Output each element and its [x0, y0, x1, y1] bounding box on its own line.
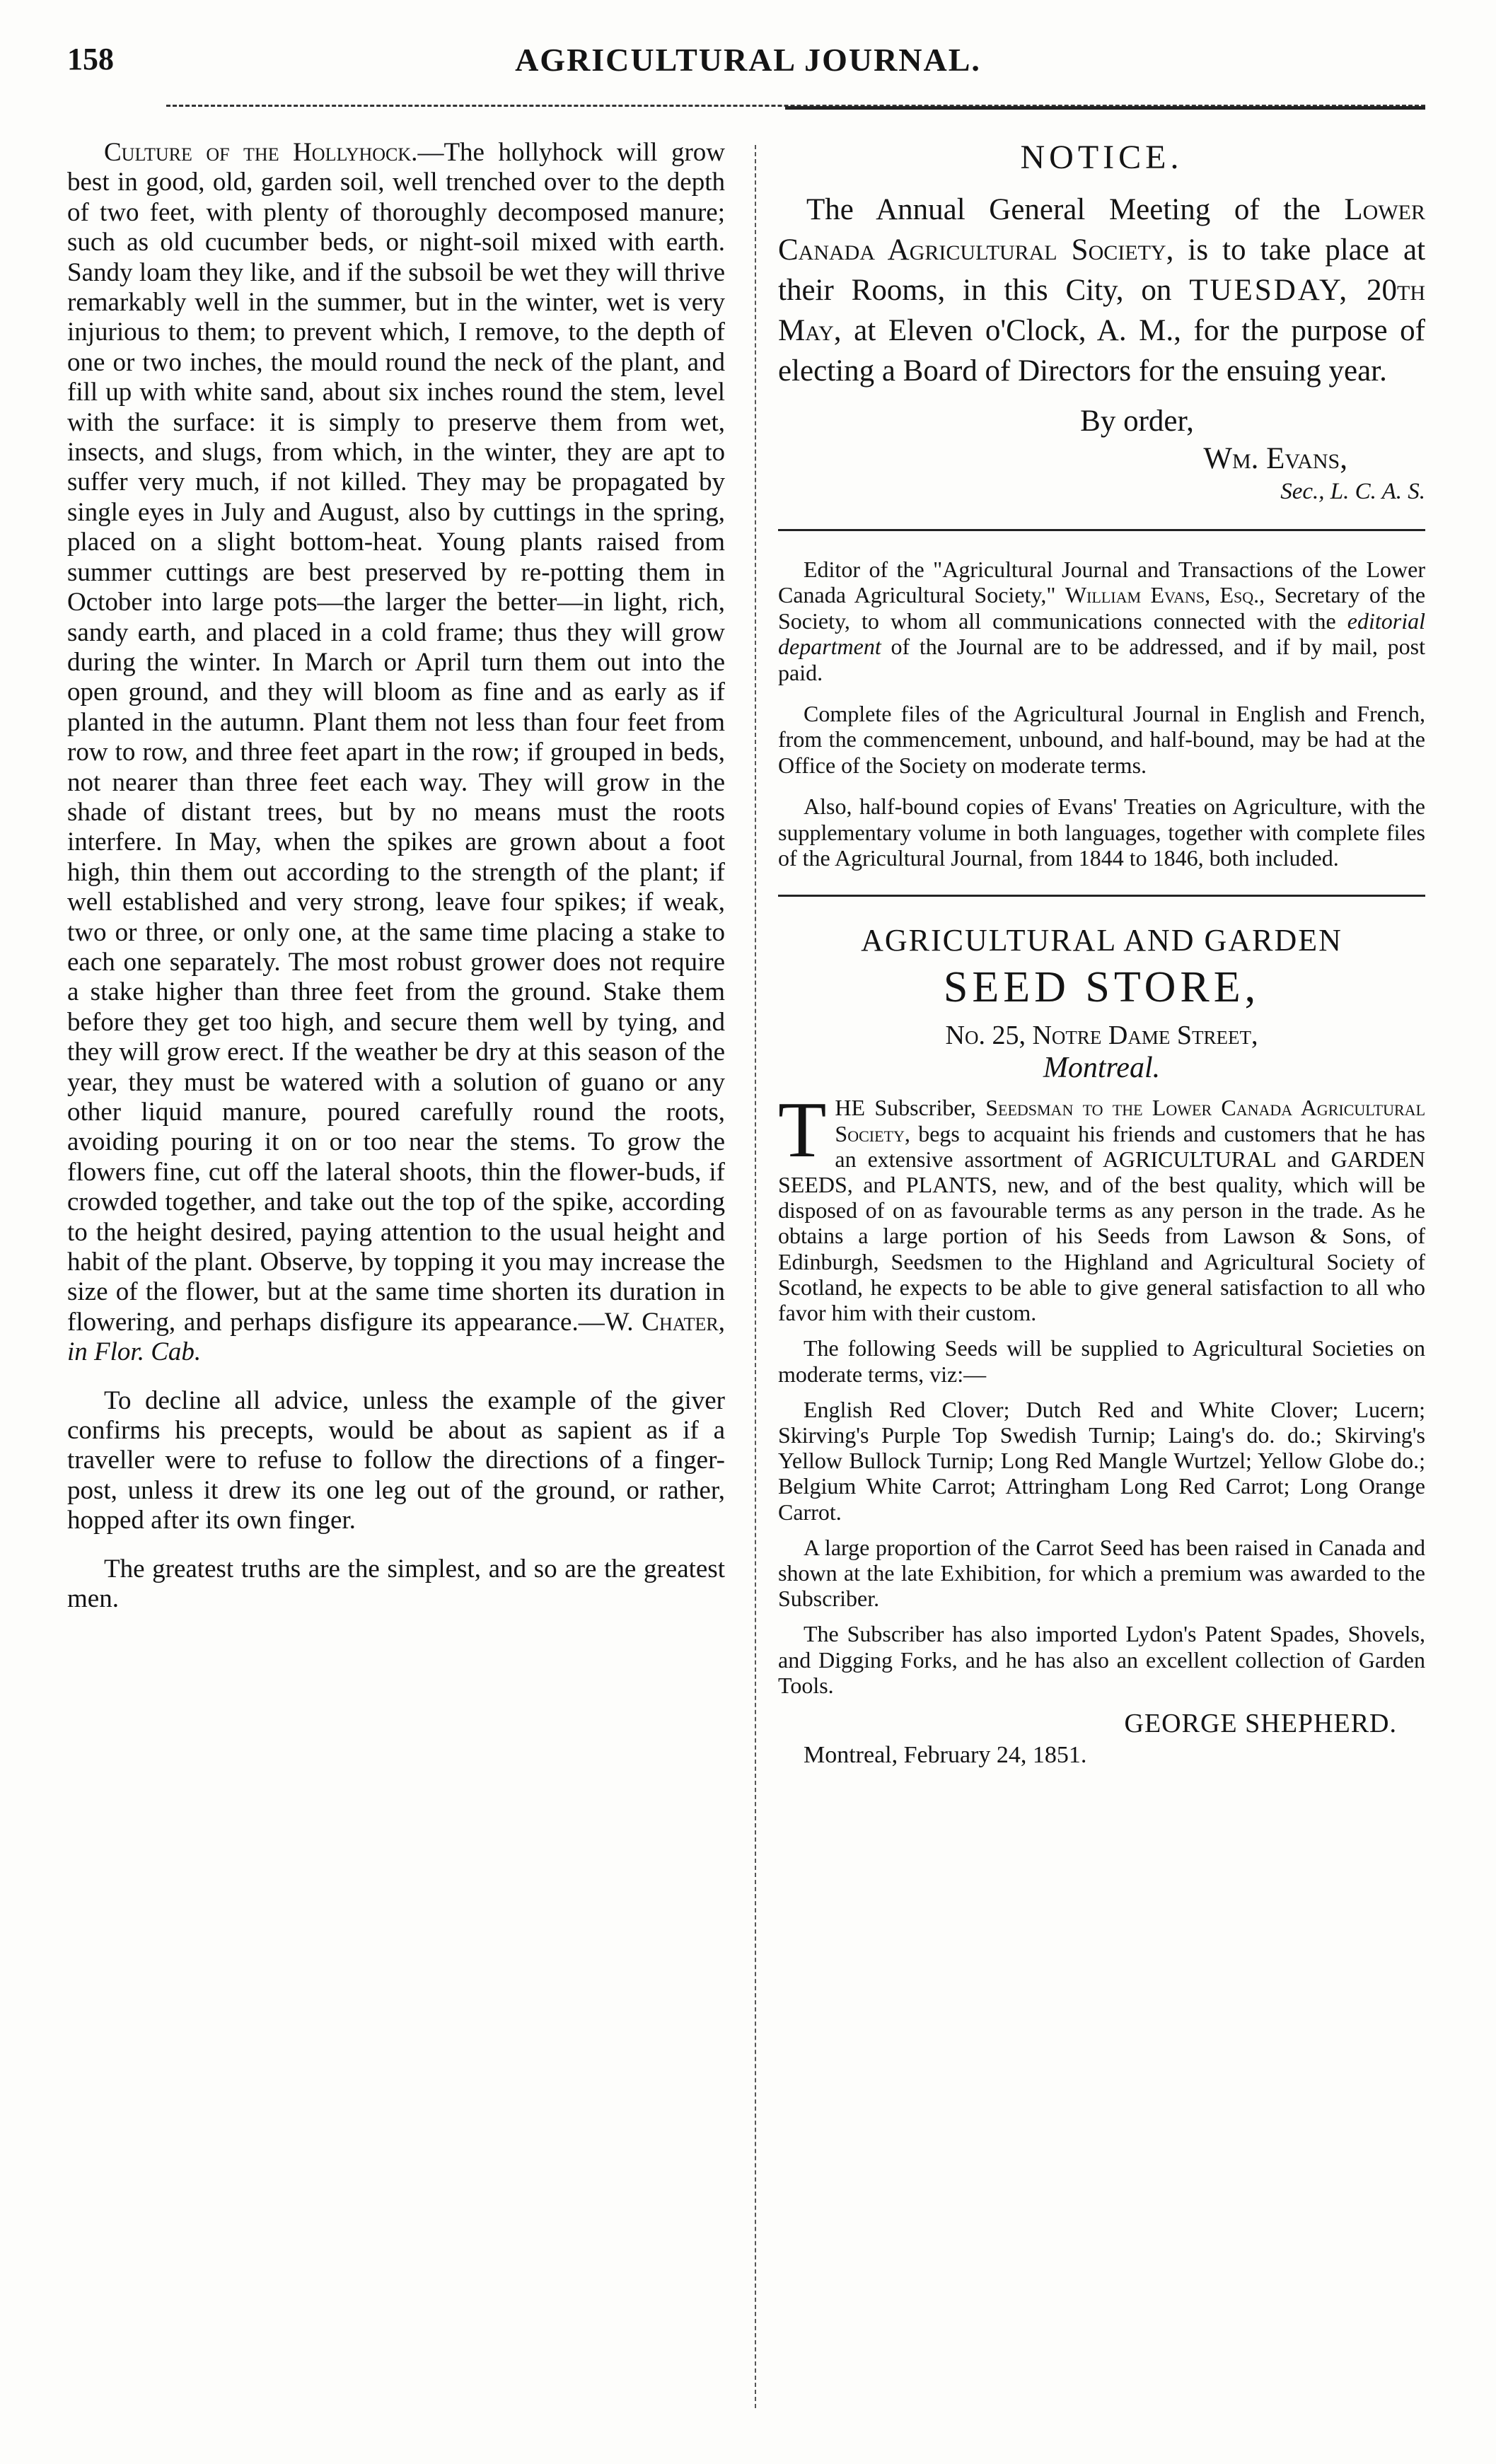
notice-title: NOTICE. [1020, 139, 1183, 176]
section-rule [778, 895, 1425, 897]
running-title: AGRICULTURAL JOURNAL. [515, 42, 981, 78]
seed-store-ad [778, 922, 1425, 1768]
notice-date: 20th May, [778, 274, 1425, 347]
editor-notes [778, 557, 1425, 871]
store-intro-1: HE Subscriber, [835, 1095, 986, 1121]
hollyhock-text: —The hollyhock will grow best in good, old, garden soil, well trenched over to the depth of two feet, with plenty of thoroughly decomposed manure; such as old cucumber beds, or night-soil mixed with earth. Sandy loam they like, and if the subsoil be wet they will thrive remarkably well in the summer, but in the winter, wet is very injurious to them; to prevent which, I remove, to the depth of one or two inches, the mould round the neck of the plant, and fill up with white sand, about six inches round the stem, level with the surface: it is simply to preserve them from wet, insects, and slugs, from which, in the winter, they are apt to suffer very much, if not killed. They may be propagated by single eyes in July and August, also by cuttings in the spring, placed on a slight bottom-heat. Young plants raised from summer cuttings are best preserved by re-potting them in October into large pots—the larger the better—in light, rich, sandy earth, and placed in a cold frame; thus they will grow during the winter. In March or April turn them out into the open ground, and they will bloom as fine and as early as if planted in the autumn. Plant them not less than four feet from row to row, and three feet apart in the row; if grouped in beds, not nearer than three feet each way. They will grow in the shade of distant trees, but by no means must the roots interfere. In May, when the spikes are grown about a foot high, thin them out according to the strength of the plant; if well established and very strong, leave four spikes; if weak, two or three, or only one, at the same time placing a stake to each one separately. The most robust grower does not require a stake higher than three feet from the ground. Stake them before they get too high, and secure them well by tying, and they will grow erect. If the weather be dry at this season of the year, they must be watered with a solution of guano or any other liquid manure, poured carefully round the roots, avoiding pouring it on or too near the stems. To grow the flowers fine, cut off the lateral shoots, thin the flower-buds, if crowded together, and take out the top of the spike, according to the height desired, paying attention to the usual height and habit of the plant. Observe, by topping it you may increase the size of the flower, but at the same time shorten its duration in flowering, and perhaps disfigure its appearance.— [67, 138, 726, 1337]
treaties-paragraph: Also, half-bound copies of Evans' Treaties on Agriculture, with the supplementary volume in both languages, together with complete files of the Agricultural Journal, from 1844 to 1846, both included. [778, 794, 1425, 871]
notice-body-1: The Annual General Meeting of the [806, 193, 1345, 226]
notice-body-3: at Eleven o'Clock, A. M., for the purpose of electing a Board of Directors for the ensuing year. [778, 314, 1425, 388]
notice-signatory-title: Sec., L. C. A. S. [1280, 479, 1425, 504]
seeds-intro: The following Seeds will be supplied to Agricultural Societies on moderate terms, viz:— [778, 1335, 1425, 1387]
editor-text-3: of the Journal are to be addressed, and if by mail, post paid. [778, 634, 1425, 685]
truths-paragraph: The greatest truths are the simplest, and so are the greatest men. [67, 1554, 725, 1614]
notice-by-order: By order, [1080, 405, 1194, 438]
store-intro [778, 1086, 1426, 1326]
hollyhock-author: W. Chater, [604, 1307, 726, 1337]
notice-body-2: is to take place at their Rooms, in this City, on [778, 233, 1426, 307]
store-intro-2: begs to acquaint his friends and customers that he has an extensive assortment of AGRICULTURAL and GARDEN SEEDS, and PLANTS, new, and of the best quality, which will be disposed of on as favourable terms as any person in the trade. As he obtains a large portion of his Seeds from Lawson & Sons, of Edinburgh, Seedsmen to the Highland and Agricultural Society of Scotland, he expects to be able to give general satisfaction to all who favor him with their custom. [778, 1120, 1425, 1326]
editor-italic: editorial department [778, 608, 1425, 660]
store-signature: GEORGE SHEPHERD. [1124, 1708, 1397, 1738]
files-paragraph: Complete files of the Agricultural Journal in English and French, from the commencement, unbound, and half-bound, may be had at the Office of the Society on moderate terms. [778, 701, 1425, 778]
tools-paragraph: The Subscriber has also imported Lydon's Patent Spades, Shovels, and Digging Forks, and he has also an excellent collection of Garden Tools. [778, 1621, 1425, 1698]
column-divider [755, 145, 756, 2408]
notice-signatory: Wm. Evans, [1203, 442, 1347, 475]
header-rule-thick [785, 106, 1425, 110]
store-heading-1: AGRICULTURAL AND GARDEN [861, 923, 1343, 958]
store-heading-2: SEED STORE, [943, 963, 1260, 1012]
store-city: Montreal. [1043, 1052, 1161, 1085]
advice-paragraph: To decline all advice, unless the example of the giver confirms his precepts, would be about as sapient as if a traveller were to refuse to follow the directions of a finger-post, unless it drew its one leg out of the ground, or rather, hopped after its own finger. [67, 1385, 725, 1535]
section-rule [778, 529, 1425, 531]
carrot-paragraph: A large proportion of the Carrot Seed has been raised in Canada and shown at the late Exhibition, for which a premium was awarded to the Subscriber. [778, 1534, 1425, 1612]
page-number: 158 [67, 42, 114, 76]
seeds-list: English Red Clover; Dutch Red and White Clover; Lucern; Skirving's Purple Top Swedish Turnip; Laing's do. do.; Skirving's Yellow Bullock Turnip; Long Red Mangle Wurtzel; Yellow Globe do.; Belgium White Carrot; Attringham Long Red Carrot; Long Orange Carrot. [778, 1396, 1425, 1525]
store-dateline: Montreal, February 24, 1851. [804, 1741, 1087, 1768]
store-address: No. 25, Notre Dame Street, [945, 1021, 1258, 1051]
left-column [67, 138, 725, 1633]
editor-text-1: Editor of the "Agricultural Journal and Transactions of the Lower Canada Agricultural Society," [778, 557, 1425, 608]
hollyhock-source: in Flor. Cab. [67, 1337, 202, 1367]
store-seedsman: Seedsman to the Lower Canada Agricultural Society, [835, 1095, 1426, 1146]
right-column [778, 138, 1425, 1769]
dropcap: T [778, 1086, 827, 1175]
notice-day: TUESDAY, [1189, 274, 1350, 307]
hollyhock-title: Culture of the Hollyhock. [104, 138, 418, 167]
notice-block [778, 138, 1425, 505]
editor-paragraph [778, 557, 1425, 685]
editor-text-2: Secretary of the Society, to whom all communications connected with the [778, 582, 1426, 634]
notice-society: Lower Canada Agricultural Society, [778, 193, 1425, 267]
notice-body [778, 190, 1425, 391]
editor-name: William Evans, Esq., [1065, 582, 1265, 608]
hollyhock-article [67, 138, 725, 1368]
